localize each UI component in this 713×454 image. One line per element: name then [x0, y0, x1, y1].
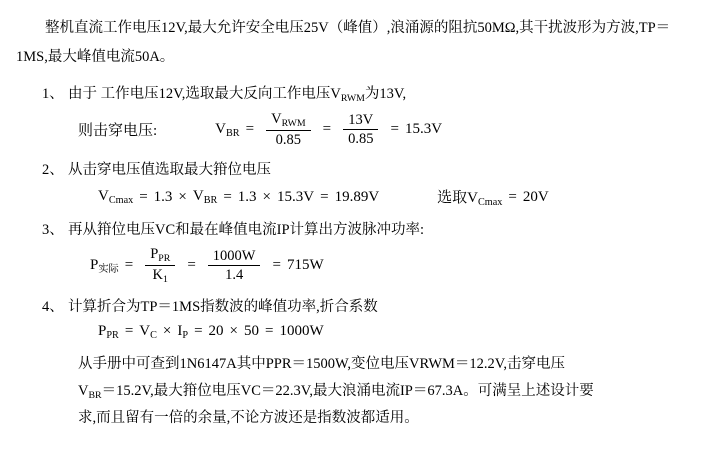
equation-1-fraction-1 — [266, 111, 311, 148]
equation-3-lhs: $P_{实际}$ — [90, 256, 119, 275]
equation-2-select-eq: = — [508, 188, 517, 205]
equation-4-times-2: × — [229, 323, 238, 340]
item-3-number: 3、 — [42, 222, 64, 238]
fraction-numerator: $P_{PR}$ — [150, 246, 171, 264]
equation-2 — [98, 186, 713, 208]
closing-paragraph — [78, 351, 695, 432]
item-1-heading — [42, 82, 713, 104]
equation-3-fraction-1 — [145, 246, 175, 285]
equation-2-times-2: × — [262, 188, 271, 205]
fraction-numerator: $V_{RWM}$ — [271, 110, 306, 129]
fraction-denominator: 1.4 — [225, 267, 244, 284]
fraction-numerator: 13V — [348, 111, 374, 128]
item-1-sub: RWM — [340, 92, 365, 104]
list-item-3 — [42, 218, 713, 239]
item-1-number: 1、 — [42, 86, 64, 102]
item-1-text-a: 由于 工作电压12V,选取最大反向工作电压V — [68, 86, 341, 102]
equation-2-eq1: = — [139, 188, 148, 205]
equation-3-result: 715W — [286, 256, 324, 273]
equation-4-lhs: $P_{PR}$ — [98, 322, 119, 341]
equation-4-term-3: 20 — [208, 323, 224, 340]
equation-2-times-1: × — [178, 188, 187, 205]
equation-2-lhs: $V_{Cmax}$ — [98, 188, 134, 206]
fraction-denominator: 0.85 — [348, 131, 374, 148]
equation-2-select-value: 20V — [522, 188, 549, 205]
item-4-number: 4、 — [42, 298, 64, 315]
equation-4 — [98, 323, 713, 341]
fraction-denominator: 0.85 — [275, 131, 302, 148]
equation-2-term-2: $V_{BR}$ — [192, 188, 218, 206]
equation-3 — [90, 246, 713, 285]
equation-2-term-3: 1.3 — [237, 188, 257, 205]
equation-4-times-1: × — [162, 323, 172, 340]
equation-2-selection: 选取$V_{Cmax}$ — [437, 190, 503, 208]
item-2-text: 从击穿电压值选取最大箝位电压 — [68, 162, 271, 179]
equation-1 — [78, 111, 713, 148]
equation-3-eq2: = — [187, 256, 196, 273]
equation-1-lhs: $V_{BR}$ — [215, 120, 240, 139]
closing-line-1: 从手册中可查到1N6147A其中PPR＝1500W,变位电压VRWM＝12.2V,击穿电压 — [78, 355, 565, 372]
item-4-text: 计算折合为TP＝1MS指数波的峰值功率,折合系数 — [68, 298, 378, 315]
equation-2-eq3: = — [320, 188, 329, 205]
list-item-4 — [42, 295, 713, 316]
item-1-text-b: 为13V, — [364, 86, 407, 102]
fraction-numerator: 1000W — [212, 247, 256, 264]
equation-4-term-1: $V_C$ — [139, 322, 157, 341]
fraction-denominator: $K_1$ — [152, 267, 168, 285]
equation-1-fraction-2 — [343, 112, 378, 148]
item-3-heading — [42, 218, 713, 239]
equation-1-eq3: = — [390, 120, 399, 137]
equation-2-result: 19.89V — [334, 188, 380, 205]
equation-3-fraction-2 — [208, 248, 261, 284]
equation-1-prefix: 则击穿电压: — [78, 122, 158, 139]
equation-4-term-2: $I_P$ — [177, 322, 189, 341]
equation-4-result: 1000W — [279, 323, 324, 340]
list-item-1 — [42, 82, 713, 104]
equation-4-eq2: = — [194, 323, 203, 340]
equation-4-eq1: = — [124, 323, 134, 340]
equation-1-result: 15.3V — [404, 120, 443, 137]
item-2-number: 2、 — [42, 162, 64, 179]
equation-1-eq1: = — [245, 120, 255, 137]
equation-4-eq3: = — [265, 323, 274, 340]
item-3-text: 再从箝位电压VC和最在峰值电流IP计算出方波脉冲功率: — [68, 222, 425, 238]
item-4-heading — [42, 295, 713, 316]
equation-3-eq3: = — [272, 256, 281, 273]
equation-2-term-4: 15.3V — [277, 188, 315, 205]
closing-line-2: $V_{BR}=15.2V$,最大箝位电压VC＝22.3V,最大浪涌电流IP＝67.3A。可满呈上述设计要 — [78, 382, 594, 401]
equation-2-eq2: = — [223, 188, 232, 205]
equation-2-term-1: 1.3 — [153, 188, 173, 205]
intro-paragraph: 整机直流工作电压12V,最大允许安全电压25V（峰值）,浪涌源的阻抗50MΩ,其干扰波形为方波,TP＝1MS,最大峰值电流50A。 — [16, 20, 671, 65]
equation-1-eq2: = — [322, 120, 332, 137]
list-item-2 — [42, 158, 713, 179]
equation-4-term-4: 50 — [244, 323, 259, 340]
closing-line-3: 求,而且留有一倍的余量,不论方波还是指数波都适用。 — [78, 409, 419, 426]
equation-3-eq1: = — [124, 256, 134, 273]
item-2-heading — [42, 158, 713, 179]
document-page — [0, 14, 713, 454]
